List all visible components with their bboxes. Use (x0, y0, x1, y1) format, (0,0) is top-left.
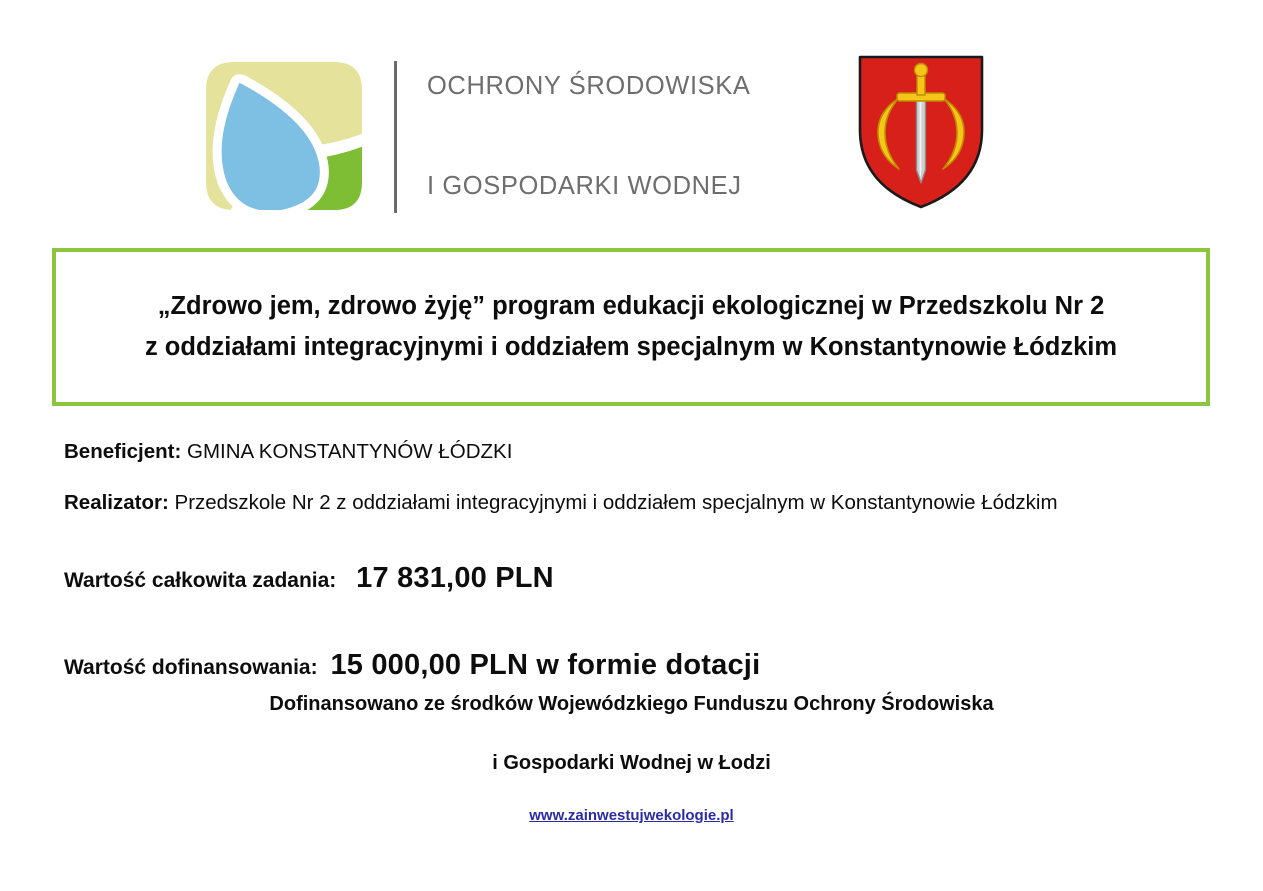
konstantynow-lodzki-coat-of-arms-icon (855, 52, 987, 212)
program-title-line-2: z oddziałami integracyjnymi i oddziałem specjalnym w Konstantynowie Łódzkim (144, 333, 1118, 361)
header-logos (0, 44, 1263, 229)
beneficiary-value: GMINA KONSTANTYNÓW ŁÓDZKI (187, 440, 513, 463)
footer-disclaimer (0, 692, 1263, 825)
total-value-amount: 17 831,00 PLN (356, 562, 554, 595)
logo-divider (394, 61, 397, 213)
logo-text-line-1 (427, 0, 750, 3)
total-value-row (64, 561, 1214, 596)
implementer-row (64, 491, 1214, 516)
ecology-website-link[interactable]: www.zainwestujwekologie.pl (529, 807, 734, 824)
funding-value-row (64, 648, 1214, 683)
footer-line-2: i Gospodarki Wodnej w Łodzi (492, 752, 771, 774)
beneficiary-label: Beneficjent: (64, 440, 182, 463)
funding-value-label: Wartość dofinansowania: (64, 655, 318, 679)
wfosigw-logo-block (198, 44, 750, 229)
wfosigw-leaf-droplet-logo-icon (198, 54, 370, 219)
program-title-line-1: „Zdrowo jem, zdrowo żyję” program edukacji ekologicznej w Przedszkolu Nr 2 (157, 291, 1105, 320)
logo-text-line-3: I GOSPODARKI WODNEJ (427, 171, 742, 200)
implementer-value: Przedszkole Nr 2 z oddziałami integracyjnymi i oddziałem specjalnym w Konstantynowie Łódzkim (174, 490, 1058, 514)
program-title-box (52, 248, 1210, 406)
project-details (64, 440, 1214, 683)
funding-value-amount: 15 000,00 PLN w formie dotacji (330, 648, 761, 681)
beneficiary-row (64, 440, 1214, 465)
footer-line-1: Dofinansowano ze środków Wojewódzkiego Funduszu Ochrony Środowiska (269, 693, 994, 715)
logo-text-line-2: OCHRONY ŚRODOWISKA (427, 71, 751, 100)
implementer-label: Realizator: (64, 490, 169, 514)
total-value-label: Wartość całkowita zadania: (64, 569, 337, 593)
